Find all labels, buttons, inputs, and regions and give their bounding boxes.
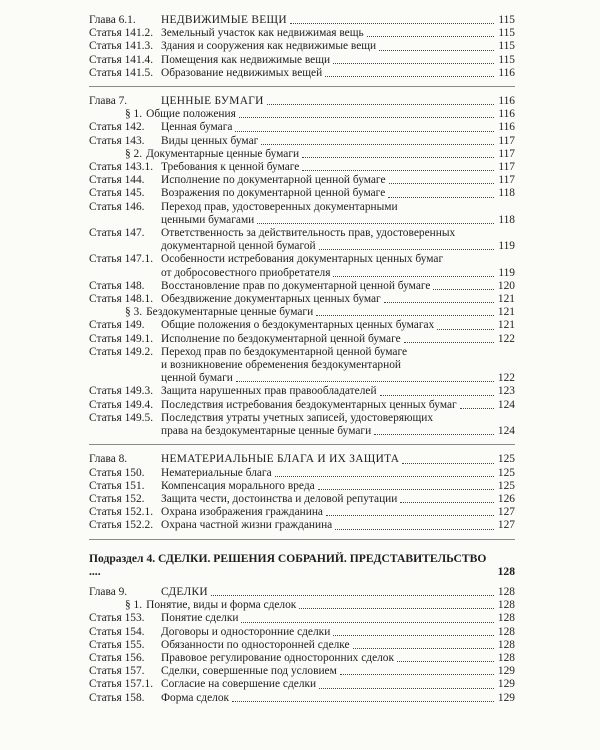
entry-title: Сделки, совершенные под условием	[161, 665, 337, 678]
dot-leader	[437, 329, 494, 330]
entry-title: Нематериальные блага	[161, 466, 272, 479]
article-label: Статья 154.	[89, 625, 145, 638]
article-label: Статья 141.5.	[89, 66, 154, 79]
article-label: Статья 143.	[89, 134, 145, 147]
chapter-label: Глава 8.	[89, 453, 128, 466]
page-number: 117	[498, 134, 515, 147]
toc-entry[interactable]	[89, 187, 515, 200]
dot-leader	[380, 395, 494, 396]
table-of-contents	[89, 14, 515, 719]
toc-entry[interactable]	[89, 412, 515, 438]
dot-leader	[302, 157, 494, 158]
dot-leader	[299, 608, 494, 609]
article-label: Статья 151.	[89, 479, 145, 492]
entry-title: Помещения как недвижимые вещи	[161, 53, 331, 66]
dot-leader	[397, 661, 494, 662]
dot-leader	[402, 463, 494, 464]
page-number: 122	[497, 332, 515, 345]
toc-entry[interactable]	[89, 665, 515, 678]
article-label: Статья 157.1.	[89, 678, 154, 691]
toc-entry[interactable]	[89, 626, 515, 639]
toc-entry[interactable]	[89, 506, 515, 519]
page-number: 118	[498, 213, 515, 226]
chapter-label: Глава 6.1.	[89, 14, 136, 26]
page-number: 124	[497, 425, 515, 438]
article-label: Статья 157.	[89, 665, 145, 678]
toc-entry[interactable]	[89, 27, 515, 40]
paragraph-number: § 2.	[125, 147, 143, 160]
dot-leader	[433, 289, 494, 290]
article-label: Статья 152.1.	[89, 506, 154, 519]
page-number: 122	[497, 372, 515, 385]
chapter-heading[interactable]	[89, 14, 515, 27]
toc-entry[interactable]	[89, 174, 515, 187]
toc-entry[interactable]	[89, 135, 515, 148]
article-label: Статья 155.	[89, 638, 145, 651]
article-label: Статья 149.5.	[89, 411, 154, 424]
article-label: Статья 152.2.	[89, 519, 154, 532]
toc-entry[interactable]	[89, 280, 515, 293]
entry-title: Последствия утраты учетных записей, удостоверяющих	[161, 411, 434, 424]
toc-entry[interactable]	[89, 161, 515, 174]
article-label: Статья 156.	[89, 651, 145, 664]
dot-leader	[333, 635, 494, 636]
article-label: Статья 146.	[89, 200, 145, 213]
article-label: Статья 150.	[89, 466, 145, 479]
toc-entry[interactable]	[89, 319, 515, 332]
entry-title: Договоры и односторонние сделки	[161, 625, 331, 638]
toc-entry[interactable]	[89, 599, 515, 612]
dot-leader	[404, 342, 494, 343]
dot-leader	[333, 276, 494, 277]
toc-entry[interactable]	[89, 493, 515, 506]
entry-title: Защита чести, достоинства и деловой репутации	[161, 492, 398, 505]
dot-leader	[335, 529, 494, 530]
page-number: 116	[498, 66, 515, 79]
article-label: Статья 153.	[89, 612, 145, 625]
toc-entry[interactable]	[89, 480, 515, 493]
article-label: Статья 149.3.	[89, 385, 154, 398]
dot-leader	[319, 688, 494, 689]
dot-leader	[290, 23, 494, 24]
page-number: 125	[497, 466, 515, 479]
dot-leader	[211, 595, 494, 596]
toc-entry[interactable]	[89, 253, 515, 279]
entry-title: Компенсация морального вреда	[161, 479, 315, 492]
page-number: 117	[498, 161, 515, 174]
dot-leader	[235, 131, 494, 132]
dot-leader	[257, 223, 494, 224]
article-label: Статья 141.3.	[89, 40, 154, 53]
dot-leader	[353, 648, 494, 649]
article-label: Статья 147.1.	[89, 253, 154, 266]
page-number: 128	[497, 599, 515, 612]
page-number: 128	[497, 612, 515, 625]
page-number: 124	[497, 398, 515, 411]
dot-leader	[319, 249, 494, 250]
dot-leader	[236, 381, 494, 382]
dot-leader	[384, 302, 494, 303]
toc-entry[interactable]	[89, 678, 515, 691]
dot-leader	[340, 674, 494, 675]
entry-title: Охрана изображения гражданина	[161, 506, 323, 519]
dot-leader	[318, 489, 494, 490]
chapter-label: Глава 7.	[89, 95, 128, 108]
toc-entry[interactable]	[89, 306, 515, 319]
dot-leader	[267, 104, 494, 105]
entry-title: Обездвижение документарных ценных бумаг	[161, 293, 381, 306]
chapter-title: НЕМАТЕРИАЛЬНЫЕ БЛАГА И ИХ ЗАЩИТА	[161, 453, 400, 466]
paragraph-number: § 3.	[125, 306, 143, 319]
page-number: 117	[498, 147, 515, 160]
dot-leader	[302, 170, 494, 171]
toc-entry[interactable]	[89, 40, 515, 53]
page-number: 121	[497, 306, 515, 319]
entry-title-continued: ценной бумаги	[161, 372, 233, 385]
article-label: Статья 141.4.	[89, 53, 154, 66]
toc-entry[interactable]	[89, 293, 515, 306]
chapter-heading[interactable]	[89, 453, 515, 466]
toc-section	[89, 14, 515, 87]
page-number: 125	[497, 453, 515, 466]
dot-leader	[367, 36, 494, 37]
article-label: Статья 145.	[89, 187, 145, 200]
entry-title: Особенности истребования документарных ценных бумаг	[161, 253, 444, 266]
toc-entry[interactable]	[89, 54, 515, 67]
page-number: 120	[497, 279, 515, 292]
page-number: 129	[497, 665, 515, 678]
entry-title-continued: от добросовестного приобретателя	[161, 266, 331, 279]
dot-leader	[388, 197, 494, 198]
entry-title-continued: ценными бумагами	[161, 213, 255, 226]
page-number: 129	[497, 691, 515, 704]
article-label: Статья 141.2.	[89, 27, 154, 40]
dot-leader	[232, 701, 494, 702]
page-number: 121	[497, 319, 515, 332]
dot-leader	[460, 408, 494, 409]
page-number: 128	[497, 625, 515, 638]
entry-title: Восстановление прав по документарной ценной бумаге	[161, 279, 431, 292]
entry-title: Переход прав, удостоверенных документарными	[161, 200, 398, 213]
entry-title: Понятие, виды и форма сделок	[146, 599, 297, 612]
entry-title: Виды ценных бумаг	[161, 134, 259, 147]
entry-title: Понятие сделки	[161, 612, 239, 625]
article-label: Статья 147.	[89, 227, 145, 240]
page-number: 129	[497, 678, 515, 691]
entry-title: Последствия истребования бездокументарных ценных бумаг	[161, 398, 457, 411]
entry-title: Общие положения	[146, 108, 236, 121]
page-number: 115	[498, 40, 515, 53]
chapter-title: СДЕЛКИ	[161, 585, 208, 598]
toc-entry[interactable]	[89, 67, 515, 80]
page-number: 115	[498, 53, 515, 66]
dot-leader	[400, 502, 494, 503]
page-number: 115	[498, 14, 515, 26]
subsection-title: Подраздел 4. СДЕЛКИ. РЕШЕНИЯ СОБРАНИЙ. ПРЕДСТАВИТЕЛЬСТВО ....	[89, 551, 487, 578]
page-number: 128	[497, 651, 515, 664]
entry-title: Охрана частной жизни гражданина	[161, 519, 333, 532]
entry-title: Бездокументарные ценные бумаги	[146, 306, 314, 319]
entry-title: Общие положения о бездокументарных ценных бумагах	[161, 319, 435, 332]
chapter-title: ЦЕННЫЕ БУМАГИ	[161, 95, 264, 108]
entry-title: Здания и сооружения как недвижимые вещи	[161, 40, 377, 53]
page-number: 117	[498, 174, 515, 187]
toc-entry[interactable]	[89, 201, 515, 227]
entry-title: Обязанности по односторонней сделке	[161, 638, 350, 651]
article-label: Статья 143.1.	[89, 161, 154, 174]
entry-title: Исполнение по бездокументарной ценной бумаге	[161, 332, 401, 345]
article-label: Статья 149.	[89, 319, 145, 332]
chapter-heading[interactable]	[89, 586, 515, 599]
toc-entry[interactable]	[89, 612, 515, 625]
paragraph-number: § 1.	[125, 599, 143, 612]
page-number: 123	[497, 385, 515, 398]
article-label: Статья 149.1.	[89, 332, 154, 345]
toc-entry[interactable]	[89, 333, 515, 346]
article-label: Статья 144.	[89, 174, 145, 187]
toc-entry[interactable]	[89, 227, 515, 253]
entry-title: Форма сделок	[161, 691, 230, 704]
page-number: 119	[498, 240, 515, 253]
article-label: Статья 149.4.	[89, 398, 154, 411]
page-number: 116	[498, 108, 515, 121]
entry-title: Документарные ценные бумаги	[146, 147, 300, 160]
toc-entry[interactable]	[89, 346, 515, 386]
toc-entry[interactable]	[89, 652, 515, 665]
toc-section	[89, 586, 515, 711]
toc-entry[interactable]	[89, 467, 515, 480]
entry-title: Переход прав по бездокументарной ценной бумаге	[161, 345, 408, 358]
entry-title: Возражения по документарной ценной бумаге	[161, 187, 386, 200]
page-number: 116	[498, 95, 515, 108]
page-number: 119	[498, 266, 515, 279]
entry-title: Образование недвижимых вещей	[161, 66, 323, 79]
toc-entry[interactable]	[89, 399, 515, 412]
page-number: 128	[497, 585, 515, 598]
page-number: 116	[498, 121, 515, 134]
page-number: 118	[498, 187, 515, 200]
page-number: 126	[497, 492, 515, 505]
dot-leader	[239, 117, 494, 118]
article-label: Статья 148.1.	[89, 293, 154, 306]
dot-leader	[241, 622, 494, 623]
toc-entry[interactable]	[89, 639, 515, 652]
dot-leader	[316, 315, 494, 316]
toc-entry[interactable]	[89, 692, 515, 705]
entry-title-continued: документарной ценной бумагой	[161, 240, 316, 253]
page-number: 115	[498, 27, 515, 40]
entry-title: Ответственность за действительность прав, удостоверенных	[161, 227, 456, 240]
page-number: 121	[497, 293, 515, 306]
dot-leader	[389, 183, 494, 184]
toc-entry[interactable]	[89, 108, 515, 121]
entry-title-continued: и возникновение обременения бездокументарной	[161, 359, 402, 372]
toc-section	[89, 453, 515, 539]
toc-entry[interactable]	[89, 385, 515, 398]
dot-leader	[325, 76, 494, 77]
entry-title: Согласие на совершение сделки	[161, 678, 317, 691]
chapter-label: Глава 9.	[89, 585, 128, 598]
paragraph-number: § 1.	[125, 108, 143, 121]
page-number: 125	[497, 479, 515, 492]
toc-section	[89, 95, 515, 445]
dot-leader	[374, 434, 494, 435]
dot-leader	[326, 515, 494, 516]
subsection-heading[interactable]	[89, 552, 515, 578]
article-label: Статья 152.	[89, 492, 145, 505]
article-label: Статья 149.2.	[89, 345, 154, 358]
chapter-title: НЕДВИЖИМЫЕ ВЕЩИ	[161, 14, 287, 26]
article-label: Статья 142.	[89, 121, 145, 134]
entry-title: Защита нарушенных прав правообладателей	[161, 385, 377, 398]
page-number: 128	[497, 564, 515, 578]
chapter-heading[interactable]	[89, 95, 515, 108]
entry-title: Ценная бумага	[161, 121, 233, 134]
page-number: 127	[497, 506, 515, 519]
entry-title: Исполнение по документарной ценной бумаге	[161, 174, 386, 187]
toc-entry[interactable]	[89, 148, 515, 161]
entry-title: Земельный участок как недвижимая вещь	[161, 27, 364, 40]
toc-entry[interactable]	[89, 519, 515, 532]
dot-leader	[379, 50, 494, 51]
entry-title: Требования к ценной бумаге	[161, 161, 300, 174]
entry-title: Правовое регулирование односторонних сделок	[161, 651, 395, 664]
page-number: 127	[497, 519, 515, 532]
dot-leader	[275, 476, 494, 477]
article-label: Статья 148.	[89, 279, 145, 292]
entry-title-continued: права на бездокументарные ценные бумаги	[161, 425, 372, 438]
dot-leader	[333, 63, 494, 64]
article-label: Статья 158.	[89, 691, 145, 704]
toc-entry[interactable]	[89, 121, 515, 134]
page-number: 128	[497, 638, 515, 651]
dot-leader	[261, 144, 494, 145]
